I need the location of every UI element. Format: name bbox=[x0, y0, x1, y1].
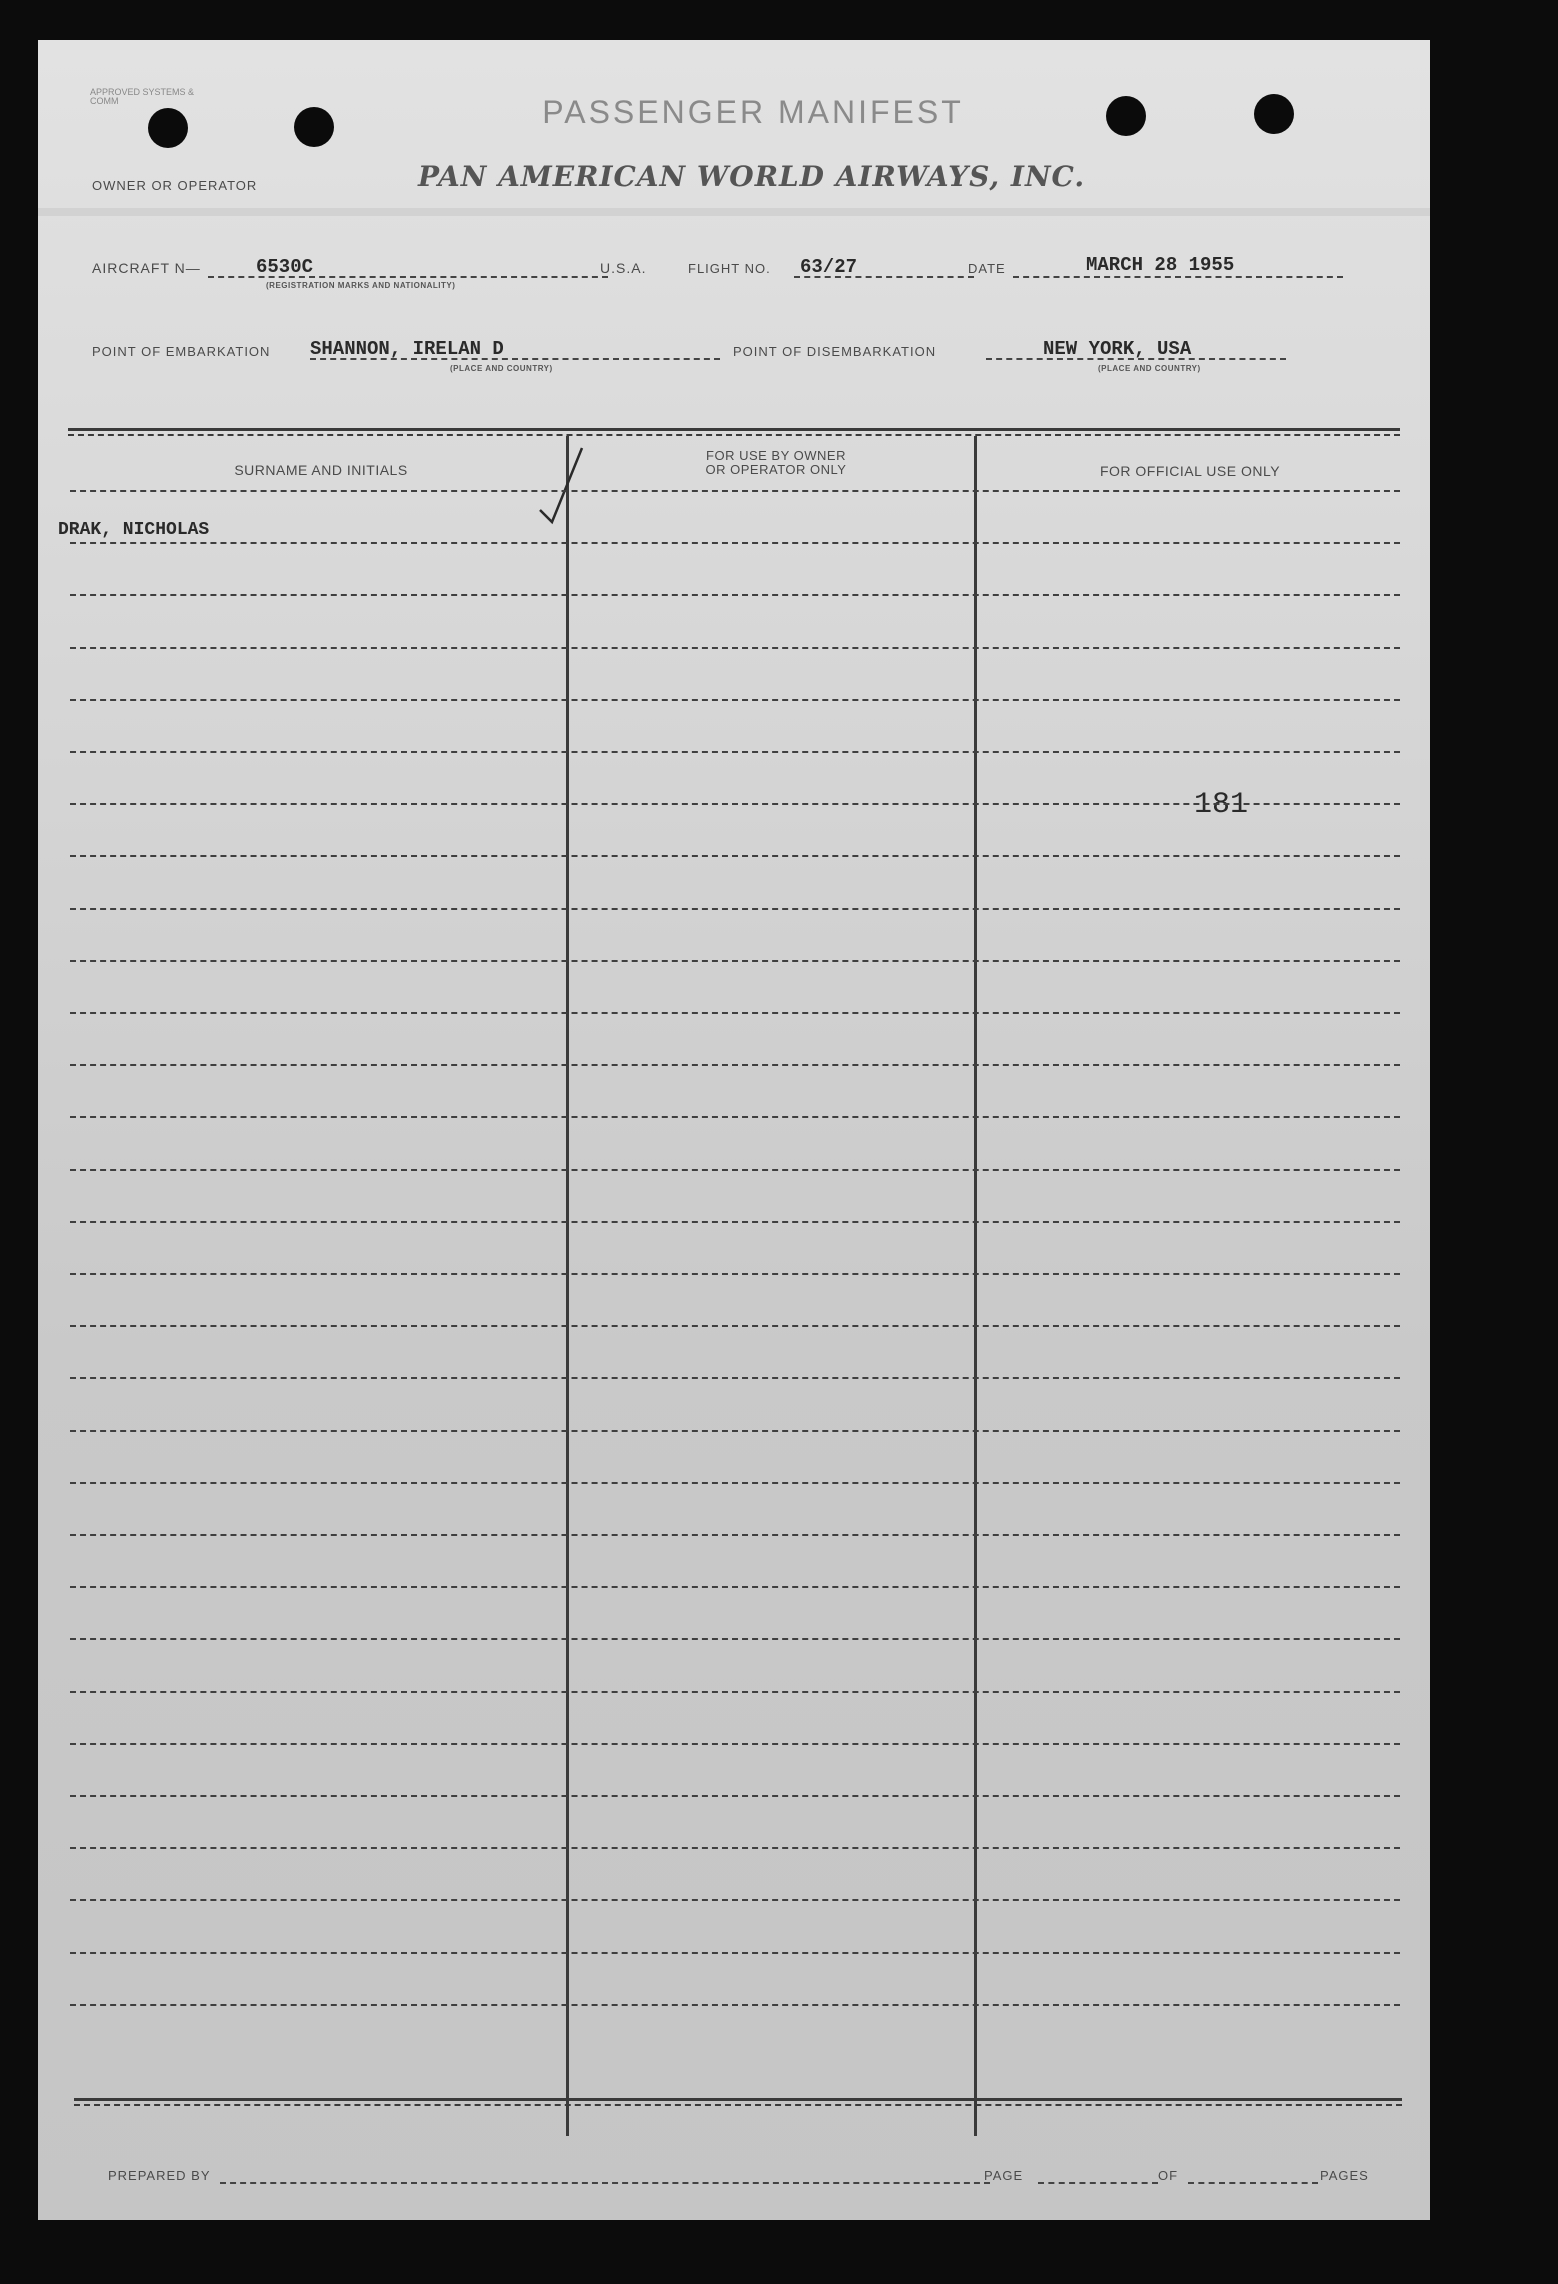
ruled-line bbox=[70, 960, 1400, 962]
ruled-line bbox=[70, 1169, 1400, 1171]
punch-hole-icon bbox=[1106, 96, 1146, 136]
prepared-by-label: PREPARED BY bbox=[108, 2168, 211, 2183]
ruled-line bbox=[70, 1430, 1400, 1432]
disembarkation-label: POINT OF DISEMBARKATION bbox=[733, 344, 937, 359]
ruled-line bbox=[70, 1586, 1400, 1588]
table-top-rule bbox=[68, 428, 1400, 431]
aircraft-label: AIRCRAFT N— bbox=[92, 260, 201, 276]
aircraft-value: 6530C bbox=[256, 256, 314, 278]
embarkation-label: POINT OF EMBARKATION bbox=[92, 344, 271, 359]
ruled-line bbox=[70, 1064, 1400, 1066]
ruled-line bbox=[70, 490, 1400, 492]
official-note: 181 bbox=[1194, 788, 1249, 822]
ruled-line bbox=[70, 1325, 1400, 1327]
ruled-line bbox=[70, 647, 1400, 649]
date-label: DATE bbox=[968, 261, 1006, 276]
ruled-line bbox=[70, 1952, 1400, 1954]
ruled-line bbox=[70, 855, 1400, 857]
page-label: PAGE bbox=[984, 2168, 1024, 2183]
owner-label: OWNER OR OPERATOR bbox=[92, 178, 258, 193]
ruled-line bbox=[70, 2004, 1400, 2006]
ruled-line bbox=[70, 1273, 1400, 1275]
ruled-line bbox=[70, 751, 1400, 753]
ruled-line bbox=[70, 1899, 1400, 1901]
column-header-surname: SURNAME AND INITIALS bbox=[234, 462, 408, 478]
ruled-line bbox=[70, 542, 1400, 544]
ruled-line bbox=[70, 1116, 1400, 1118]
disembarkation-sub: (PLACE AND COUNTRY) bbox=[1098, 364, 1201, 373]
flight-value: 63/27 bbox=[800, 256, 858, 278]
ruled-line bbox=[70, 1795, 1400, 1797]
column-divider bbox=[566, 436, 569, 2136]
ruled-line bbox=[70, 1691, 1400, 1693]
ruled-line bbox=[70, 1847, 1400, 1849]
column-header-owner-line1: FOR USE BY OWNER bbox=[706, 448, 846, 463]
ruled-line bbox=[70, 699, 1400, 701]
ruled-line bbox=[70, 1638, 1400, 1640]
pages-label: PAGES bbox=[1320, 2168, 1369, 2183]
ruled-line bbox=[70, 1482, 1400, 1484]
approval-stamp: APPROVED SYSTEMS & COMM bbox=[90, 87, 195, 106]
table-bottom-rule bbox=[74, 2098, 1402, 2101]
ruled-line bbox=[70, 1377, 1400, 1379]
column-header-owner-line2: OR OPERATOR ONLY bbox=[705, 462, 847, 477]
ruled-line bbox=[70, 1221, 1400, 1223]
owner-value: PAN AMERICAN WORLD AIRWAYS, INC. bbox=[418, 160, 1086, 193]
of-label: OF bbox=[1158, 2168, 1179, 2183]
ruled-line bbox=[70, 594, 1400, 596]
punch-hole-icon bbox=[294, 107, 334, 147]
flight-label: FLIGHT NO. bbox=[688, 261, 771, 276]
embarkation-sub: (PLACE AND COUNTRY) bbox=[450, 364, 553, 373]
punch-hole-icon bbox=[148, 108, 188, 148]
ruled-line bbox=[70, 1534, 1400, 1536]
column-header-official: FOR OFFICIAL USE ONLY bbox=[1099, 463, 1281, 479]
checkmark-icon bbox=[538, 444, 588, 528]
date-value: MARCH 28 1955 bbox=[1086, 254, 1235, 276]
aircraft-sub: (REGISTRATION MARKS AND NATIONALITY) bbox=[266, 281, 456, 290]
header-divider bbox=[38, 208, 1430, 216]
disembarkation-value: NEW YORK, USA bbox=[1043, 338, 1192, 360]
manifest-sheet bbox=[38, 40, 1430, 2220]
usa-label: U.S.A. bbox=[600, 260, 647, 276]
embarkation-value: SHANNON, IRELAN D bbox=[310, 338, 504, 360]
column-divider bbox=[974, 436, 977, 2136]
page-title: PASSENGER MANIFEST bbox=[542, 94, 964, 130]
ruled-line bbox=[70, 908, 1400, 910]
ruled-line bbox=[70, 1012, 1400, 1014]
ruled-line bbox=[70, 803, 1400, 805]
punch-hole-icon bbox=[1254, 94, 1294, 134]
ruled-line bbox=[70, 1743, 1400, 1745]
passenger-name: DRAK, NICHOLAS bbox=[58, 520, 210, 540]
